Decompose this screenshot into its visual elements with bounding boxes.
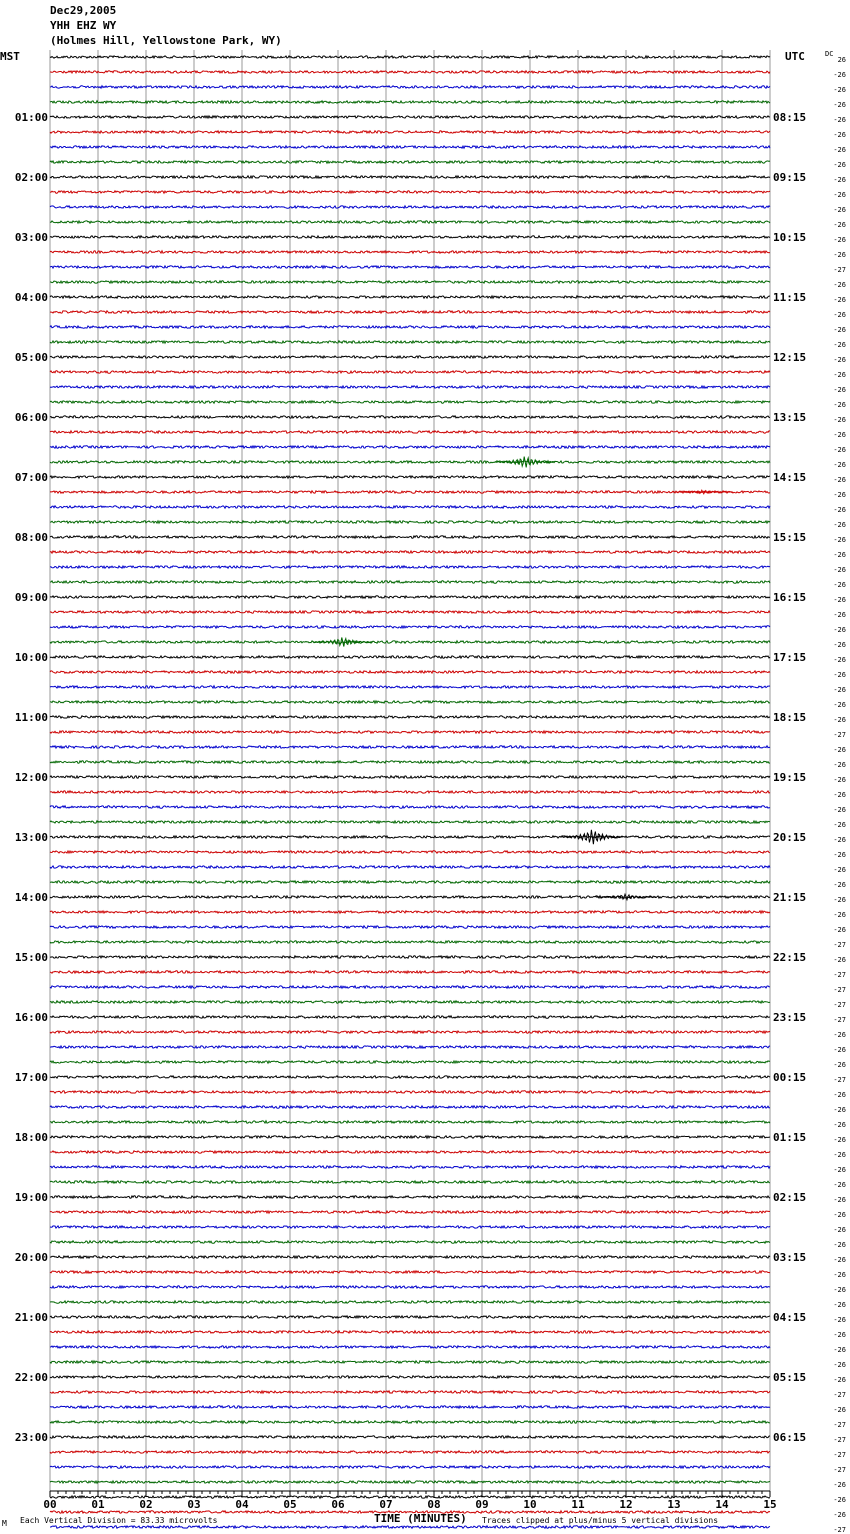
- dc-offset-value: -26: [833, 326, 846, 334]
- dc-offset-value: -26: [833, 911, 846, 919]
- dc-offset-value: -26: [833, 461, 846, 469]
- dc-offset-value: -26: [833, 521, 846, 529]
- dc-offset-value: -26: [833, 536, 846, 544]
- trace-row: [50, 416, 770, 418]
- trace-row: [50, 791, 770, 793]
- right-hour-label: 09:15: [773, 171, 807, 184]
- dc-offset-value: -26: [833, 71, 846, 79]
- left-hour-label: 22:00: [14, 1371, 48, 1384]
- dc-offset-value: -26: [833, 1406, 846, 1414]
- trace-row: [50, 206, 770, 208]
- trace-row: [50, 1316, 770, 1318]
- dc-offset-value: -26: [833, 1181, 846, 1189]
- trace-row: [50, 266, 770, 268]
- footer-mark: M: [2, 1519, 7, 1528]
- x-tick-label: 03: [187, 1498, 201, 1511]
- dc-offset-value: -26: [833, 551, 846, 559]
- left-hour-label: 23:00: [14, 1431, 48, 1444]
- trace-row: [50, 731, 770, 733]
- trace-row: [50, 296, 770, 298]
- trace-row: [50, 521, 770, 523]
- dc-offset-value: -26: [833, 146, 846, 154]
- left-hour-label: 08:00: [14, 531, 48, 544]
- left-hour-label: 05:00: [14, 351, 48, 364]
- trace-row: [50, 146, 770, 148]
- station-code: YHH EHZ WY: [50, 19, 117, 32]
- trace-row: [50, 221, 770, 223]
- trace-row: [50, 371, 770, 373]
- trace-row: [50, 1226, 770, 1228]
- dc-offset-value: -26: [833, 701, 846, 709]
- trace-row: [50, 1526, 770, 1528]
- trace-row: [50, 851, 770, 853]
- dc-offset-value: -27: [833, 1421, 846, 1429]
- station-location: (Holmes Hill, Yellowstone Park, WY): [50, 34, 282, 47]
- trace-row: [50, 896, 770, 898]
- dc-offset-value: 26: [837, 56, 846, 64]
- dc-offset-value: -26: [833, 86, 846, 94]
- trace-row: [50, 806, 770, 808]
- trace-row: [50, 536, 770, 538]
- dc-offset-value: -26: [833, 446, 846, 454]
- x-tick-label: 07: [379, 1498, 393, 1511]
- dc-offset-value: -26: [833, 311, 846, 319]
- right-hour-label: 20:15: [773, 831, 807, 844]
- trace-row: [50, 1061, 770, 1063]
- trace-row: [50, 251, 770, 253]
- dc-offset-value: -26: [833, 1301, 846, 1309]
- dc-offset-value: -26: [833, 641, 846, 649]
- trace-row: [50, 941, 770, 943]
- dc-offset-value: -26: [833, 671, 846, 679]
- trace-row: [50, 1361, 770, 1363]
- left-hour-label: 14:00: [14, 891, 48, 904]
- dc-offset-value: -26: [833, 476, 846, 484]
- trace-row: [50, 1196, 770, 1198]
- dc-offset-value: -27: [833, 731, 846, 739]
- trace-row: [50, 431, 770, 433]
- dc-offset-value: -26: [833, 1166, 846, 1174]
- left-hour-label: 20:00: [14, 1251, 48, 1264]
- dc-offset-value: -27: [833, 971, 846, 979]
- trace-row: [50, 326, 770, 328]
- dc-offset-value: -26: [833, 1106, 846, 1114]
- dc-offset-value: -26: [833, 716, 846, 724]
- dc-offset-value: -26: [833, 206, 846, 214]
- dc-offset-value: -27: [833, 941, 846, 949]
- dc-offset-value: -27: [833, 1466, 846, 1474]
- trace-row: [50, 671, 770, 673]
- dc-offset-value: -26: [833, 1316, 846, 1324]
- trace-row: [50, 746, 770, 748]
- dc-offset-value: -26: [833, 761, 846, 769]
- right-hour-label: 00:15: [773, 1071, 807, 1084]
- dc-offset-value: -26: [833, 401, 846, 409]
- dc-offset-value: -26: [833, 1061, 846, 1069]
- dc-offset-value: -26: [833, 1091, 846, 1099]
- trace-row: [50, 116, 770, 118]
- dc-offset-value: -26: [833, 851, 846, 859]
- dc-offset-value: -26: [833, 1121, 846, 1129]
- trace-row: [50, 1391, 770, 1393]
- x-tick-label: 15: [763, 1498, 777, 1511]
- left-hour-label: 16:00: [14, 1011, 48, 1024]
- trace-row: [50, 101, 770, 103]
- right-hour-label: 17:15: [773, 651, 807, 664]
- x-tick-label: 14: [715, 1498, 729, 1511]
- x-tick-label: 00: [43, 1498, 57, 1511]
- dc-offset-value: -26: [833, 881, 846, 889]
- dc-offset-value: -26: [833, 371, 846, 379]
- trace-row: [50, 986, 770, 988]
- x-tick-label: 06: [331, 1498, 345, 1511]
- trace-row: [50, 1031, 770, 1033]
- right-hour-label: 14:15: [773, 471, 807, 484]
- trace-row: [50, 386, 770, 388]
- trace-row: [50, 686, 770, 688]
- x-tick-label: 04: [235, 1498, 249, 1511]
- trace-row: [50, 86, 770, 88]
- left-hour-label: 07:00: [14, 471, 48, 484]
- dc-offset-value: -26: [833, 1271, 846, 1279]
- plot-date: Dec29,2005: [50, 4, 117, 17]
- right-hour-label: 08:15: [773, 111, 807, 124]
- trace-row: [50, 641, 770, 643]
- x-tick-label: 10: [523, 1498, 537, 1511]
- dc-offset-value: -26: [833, 626, 846, 634]
- vertical-division-note: Each Vertical Division = 83.33 microvolts: [20, 1516, 218, 1525]
- left-hour-label: 18:00: [14, 1131, 48, 1144]
- right-hour-label: 02:15: [773, 1191, 807, 1204]
- trace-row: [50, 836, 770, 838]
- trace-row: [50, 236, 770, 238]
- dc-offset-value: -26: [833, 1361, 846, 1369]
- right-hour-label: 18:15: [773, 711, 807, 724]
- trace-row: [50, 956, 770, 958]
- seismic-event: [562, 830, 622, 844]
- trace-row: [50, 1181, 770, 1183]
- trace-row: [50, 821, 770, 823]
- right-hour-label: 11:15: [773, 291, 807, 304]
- trace-row: [50, 1346, 770, 1348]
- trace-row: [50, 1436, 770, 1438]
- trace-row: [50, 1166, 770, 1168]
- left-hour-label: 11:00: [14, 711, 48, 724]
- trace-row: [50, 71, 770, 73]
- trace-row: [50, 581, 770, 583]
- trace-row: [50, 866, 770, 868]
- trace-row: [50, 1151, 770, 1153]
- dc-offset-value: -26: [833, 1481, 846, 1489]
- left-hour-label: 04:00: [14, 291, 48, 304]
- right-hour-label: 21:15: [773, 891, 807, 904]
- seismic-event: [495, 457, 555, 468]
- dc-offset-value: -26: [833, 1226, 846, 1234]
- trace-row: [50, 506, 770, 508]
- trace-row: [50, 926, 770, 928]
- trace-row: [50, 761, 770, 763]
- dc-offset-value: -26: [833, 101, 846, 109]
- dc-offset-value: -26: [833, 926, 846, 934]
- trace-row: [50, 1286, 770, 1288]
- dc-offset-value: -26: [833, 776, 846, 784]
- dc-offset-value: -26: [833, 341, 846, 349]
- dc-offset-value: -26: [833, 386, 846, 394]
- dc-offset-value: -26: [833, 1211, 846, 1219]
- trace-row: [50, 1046, 770, 1048]
- x-tick-label: 02: [139, 1498, 153, 1511]
- dc-offset-value: -26: [833, 1151, 846, 1159]
- trace-row: [50, 656, 770, 658]
- dc-offset-value: -27: [833, 1436, 846, 1444]
- left-hour-label: 10:00: [14, 651, 48, 664]
- trace-row: [50, 191, 770, 193]
- dc-offset-value: -26: [833, 596, 846, 604]
- dc-offset-value: -26: [833, 821, 846, 829]
- trace-row: [50, 881, 770, 883]
- dc-offset-value: -26: [833, 281, 846, 289]
- trace-row: [50, 56, 770, 58]
- right-hour-label: 06:15: [773, 1431, 807, 1444]
- left-hour-label: 09:00: [14, 591, 48, 604]
- dc-offset-value: -26: [833, 866, 846, 874]
- trace-row: [50, 491, 770, 493]
- dc-offset-value: -27: [833, 1391, 846, 1399]
- trace-row: [50, 701, 770, 703]
- left-hour-label: 06:00: [14, 411, 48, 424]
- dc-offset-value: -26: [833, 431, 846, 439]
- trace-row: [50, 1271, 770, 1273]
- trace-row: [50, 911, 770, 913]
- trace-row: [50, 1121, 770, 1123]
- dc-offset-value: -26: [833, 791, 846, 799]
- dc-offset-value: -26: [833, 1496, 846, 1504]
- x-tick-label: 01: [91, 1498, 105, 1511]
- right-hour-label: 10:15: [773, 231, 807, 244]
- trace-row: [50, 1136, 770, 1138]
- x-tick-label: 05: [283, 1498, 297, 1511]
- dc-offset-value: -26: [833, 1031, 846, 1039]
- right-hour-label: 13:15: [773, 411, 807, 424]
- trace-row: [50, 1466, 770, 1468]
- dc-label: DC: [825, 50, 834, 58]
- trace-row: [50, 1406, 770, 1408]
- dc-offset-value: -26: [833, 161, 846, 169]
- trace-row: [50, 161, 770, 163]
- trace-row: [50, 356, 770, 358]
- dc-offset-value: -26: [833, 506, 846, 514]
- dc-offset-value: -26: [833, 251, 846, 259]
- dc-offset-value: -26: [833, 686, 846, 694]
- trace-row: [50, 1241, 770, 1243]
- dc-offset-value: -26: [833, 746, 846, 754]
- trace-row: [50, 1091, 770, 1093]
- trace-row: [50, 281, 770, 283]
- dc-offset-value: -26: [833, 1346, 846, 1354]
- left-hour-label: 01:00: [14, 111, 48, 124]
- dc-offset-value: -26: [833, 176, 846, 184]
- trace-row: [50, 1001, 770, 1003]
- trace-row: [50, 1256, 770, 1258]
- trace-row: [50, 1496, 770, 1498]
- dc-offset-value: -26: [833, 836, 846, 844]
- dc-offset-value: -27: [833, 1451, 846, 1459]
- dc-offset-value: -26: [833, 1136, 846, 1144]
- dc-offset-value: -26: [833, 1376, 846, 1384]
- dc-offset-value: -26: [833, 356, 846, 364]
- right-hour-label: 22:15: [773, 951, 807, 964]
- dc-offset-value: -27: [833, 986, 846, 994]
- trace-row: [50, 446, 770, 448]
- trace-row: [50, 611, 770, 613]
- trace-row: [50, 716, 770, 718]
- trace-row: [50, 1421, 770, 1423]
- clip-note: Traces clipped at plus/minus 5 vertical divisions: [482, 1516, 719, 1525]
- left-hour-label: 13:00: [14, 831, 48, 844]
- right-hour-label: 12:15: [773, 351, 807, 364]
- dc-offset-value: -26: [833, 1286, 846, 1294]
- trace-row: [50, 626, 770, 628]
- x-tick-label: 13: [667, 1498, 681, 1511]
- right-hour-label: 16:15: [773, 591, 807, 604]
- left-hour-label: 17:00: [14, 1071, 48, 1084]
- left-hour-label: 12:00: [14, 771, 48, 784]
- left-hour-label: 19:00: [14, 1191, 48, 1204]
- dc-offset-value: -26: [833, 491, 846, 499]
- right-hour-label: 03:15: [773, 1251, 807, 1264]
- dc-offset-value: -27: [833, 1076, 846, 1084]
- trace-row: [50, 476, 770, 478]
- dc-offset-value: -26: [833, 581, 846, 589]
- dc-offset-value: -26: [833, 806, 846, 814]
- dc-offset-value: -26: [833, 191, 846, 199]
- trace-row: [50, 1106, 770, 1108]
- dc-offset-value: -26: [833, 1331, 846, 1339]
- trace-row: [50, 776, 770, 778]
- trace-row: [50, 341, 770, 343]
- dc-offset-value: -27: [833, 1526, 846, 1534]
- dc-offset-value: -27: [833, 266, 846, 274]
- trace-row: [50, 1301, 770, 1303]
- dc-offset-value: -26: [833, 116, 846, 124]
- right-hour-label: 23:15: [773, 1011, 807, 1024]
- trace-row: [50, 311, 770, 313]
- right-hour-label: 15:15: [773, 531, 807, 544]
- trace-row: [50, 551, 770, 553]
- dc-offset-value: -27: [833, 1016, 846, 1024]
- dc-offset-value: -26: [833, 131, 846, 139]
- x-axis-label: TIME (MINUTES): [374, 1512, 467, 1525]
- trace-row: [50, 401, 770, 403]
- seismic-event: [313, 638, 373, 647]
- dc-offset-value: -26: [833, 611, 846, 619]
- right-hour-label: 19:15: [773, 771, 807, 784]
- trace-row: [50, 1481, 770, 1483]
- trace-row: [50, 971, 770, 973]
- dc-offset-value: -26: [833, 1511, 846, 1519]
- dc-offset-value: -26: [833, 896, 846, 904]
- trace-row: [50, 1211, 770, 1213]
- trace-row: [50, 1451, 770, 1453]
- dc-offset-value: -26: [833, 1256, 846, 1264]
- left-timezone-label: MST: [0, 50, 20, 63]
- right-hour-label: 01:15: [773, 1131, 807, 1144]
- dc-offset-value: -26: [833, 1046, 846, 1054]
- x-tick-label: 08: [427, 1498, 441, 1511]
- dc-offset-value: -26: [833, 296, 846, 304]
- trace-row: [50, 1376, 770, 1378]
- trace-row: [50, 461, 770, 463]
- left-hour-label: 15:00: [14, 951, 48, 964]
- right-hour-label: 04:15: [773, 1311, 807, 1324]
- dc-offset-value: -26: [833, 656, 846, 664]
- dc-offset-value: -26: [833, 1196, 846, 1204]
- dc-offset-value: -26: [833, 566, 846, 574]
- x-tick-label: 12: [619, 1498, 633, 1511]
- left-hour-label: 03:00: [14, 231, 48, 244]
- trace-row: [50, 566, 770, 568]
- x-tick-label: 11: [571, 1498, 585, 1511]
- dc-offset-value: -26: [833, 956, 846, 964]
- right-hour-label: 05:15: [773, 1371, 807, 1384]
- trace-row: [50, 1331, 770, 1333]
- trace-row: [50, 176, 770, 178]
- x-tick-label: 09: [475, 1498, 489, 1511]
- trace-row: [50, 1076, 770, 1078]
- dc-offset-value: -26: [833, 1241, 846, 1249]
- dc-offset-value: -27: [833, 1001, 846, 1009]
- dc-offset-value: -26: [833, 236, 846, 244]
- left-hour-label: 21:00: [14, 1311, 48, 1324]
- dc-offset-value: -26: [833, 221, 846, 229]
- left-hour-label: 02:00: [14, 171, 48, 184]
- right-timezone-label: UTC: [785, 50, 805, 63]
- dc-offset-value: -26: [833, 416, 846, 424]
- trace-row: [50, 1016, 770, 1018]
- trace-row: [50, 131, 770, 133]
- trace-row: [50, 596, 770, 598]
